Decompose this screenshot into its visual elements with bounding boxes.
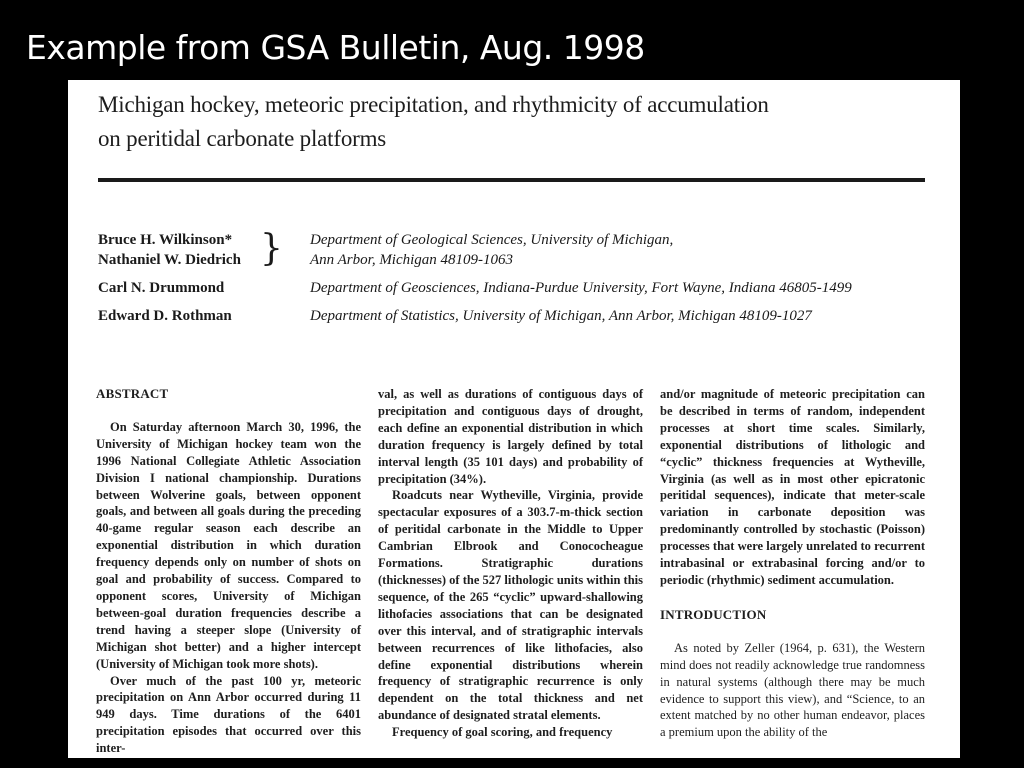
- abstract-paragraph: On Saturday afternoon March 30, 1996, the University of Michigan hockey team won the 1996 National Collegiate Athletic Association Division I national championship. Durations between Wolverine goals, between opponent goals, and between all goals during the preceding 40-game regular season each describe an exponential distribution in which duration frequency depends only on number of shots on goal and probability of success. Compared to opponent scores, University of Michigan between-goal duration frequencies describe a trend having a steeper slope (University of Michigan shot better) and a higher intercept (University of Michigan took more shots).: [96, 419, 361, 671]
- paper-page: [68, 80, 960, 758]
- column-1: [96, 386, 361, 757]
- introduction-paragraph: As noted by Zeller (1964, p. 631), the Western mind does not readily acknowledge true randomness in natural systems (although there may be much evidence to support this view), and “Science, to an extent matched by no other human endeavor, places a premium upon the ability of the: [660, 640, 925, 740]
- author-name: Nathaniel W. Diedrich: [98, 252, 241, 268]
- abstract-paragraph: Frequency of goal scoring, and frequency: [392, 725, 613, 740]
- abstract-paragraph: and/or magnitude of meteoric precipitation can be described in terms of random, independent processes at short time scales. Similarly, exponential distributions of lithologic and “cyclic” thickness frequencies at Wytheville, Virginia (as well as in most other epicratonic peritidal sequences), indicate that meter-scale variation in carbonate deposition was predominantly controlled by stochastic (Poisson) processes that were largely unrelated to recurrent intrabasinal or extrabasinal forcing and/or to periodic (rhythmic) sediment accumulation.: [660, 387, 925, 587]
- column-2: [378, 386, 643, 741]
- author-name: Bruce H. Wilkinson*: [98, 232, 233, 248]
- column-3: [660, 386, 925, 741]
- introduction-heading: INTRODUCTION: [660, 606, 767, 622]
- author-brace: }: [260, 228, 283, 269]
- abstract-heading: ABSTRACT: [96, 386, 169, 401]
- author-name: Carl N. Drummond: [98, 280, 225, 296]
- title-rule: [98, 178, 925, 182]
- introduction-body: [660, 640, 925, 741]
- paper-title-line-1: Michigan hockey, meteoric precipitation, and rhythmicity of accumulation: [98, 92, 769, 117]
- affiliation: Department of Geological Sciences, University of Michigan,: [310, 232, 674, 248]
- paper-title-line-2: on peritidal carbonate platforms: [98, 126, 387, 151]
- affiliation: Department of Geosciences, Indiana-Purdue University, Fort Wayne, Indiana 46805-1499: [310, 280, 852, 296]
- slide-title: Example from GSA Bulletin, Aug. 1998: [26, 28, 645, 67]
- author-name: Edward D. Rothman: [98, 308, 232, 324]
- abstract-paragraph: Over much of the past 100 yr, meteoric precipitation on Ann Arbor occurred during 11 949 days. Time durations of the 6401 precipitation episodes that occurred over this inter-: [96, 673, 361, 756]
- abstract-paragraph: Roadcuts near Wytheville, Virginia, provide spectacular exposures of a 303.7-m-thick section of peritidal carbonate in the Middle to Upper Cambrian Elbrook and Conococheague Formations. Stratigraphic durations (thicknesses) of the 527 lithologic units within this sequence, of the 265 “cyclic” upward-shallowing lithofacies associations that can be designated over this interval, and of stratigraphic intervals between recurrences of like lithofacies, also define exponential distributions wherein frequency of stratigraphic recurrence is only dependent on the total thickness and net abundance of designated stratal elements.: [378, 488, 643, 723]
- abstract-paragraph: val, as well as durations of contiguous days of precipitation and contiguous days of drought, each define an exponential distribution in which duration frequency is largely defined by total interval length (35 101 days) and probability of precipitation (34%).: [378, 387, 643, 486]
- affiliation: Department of Statistics, University of Michigan, Ann Arbor, Michigan 48109-1027: [310, 308, 812, 324]
- paper-title: [98, 88, 938, 156]
- affiliation: Ann Arbor, Michigan 48109-1063: [310, 252, 514, 268]
